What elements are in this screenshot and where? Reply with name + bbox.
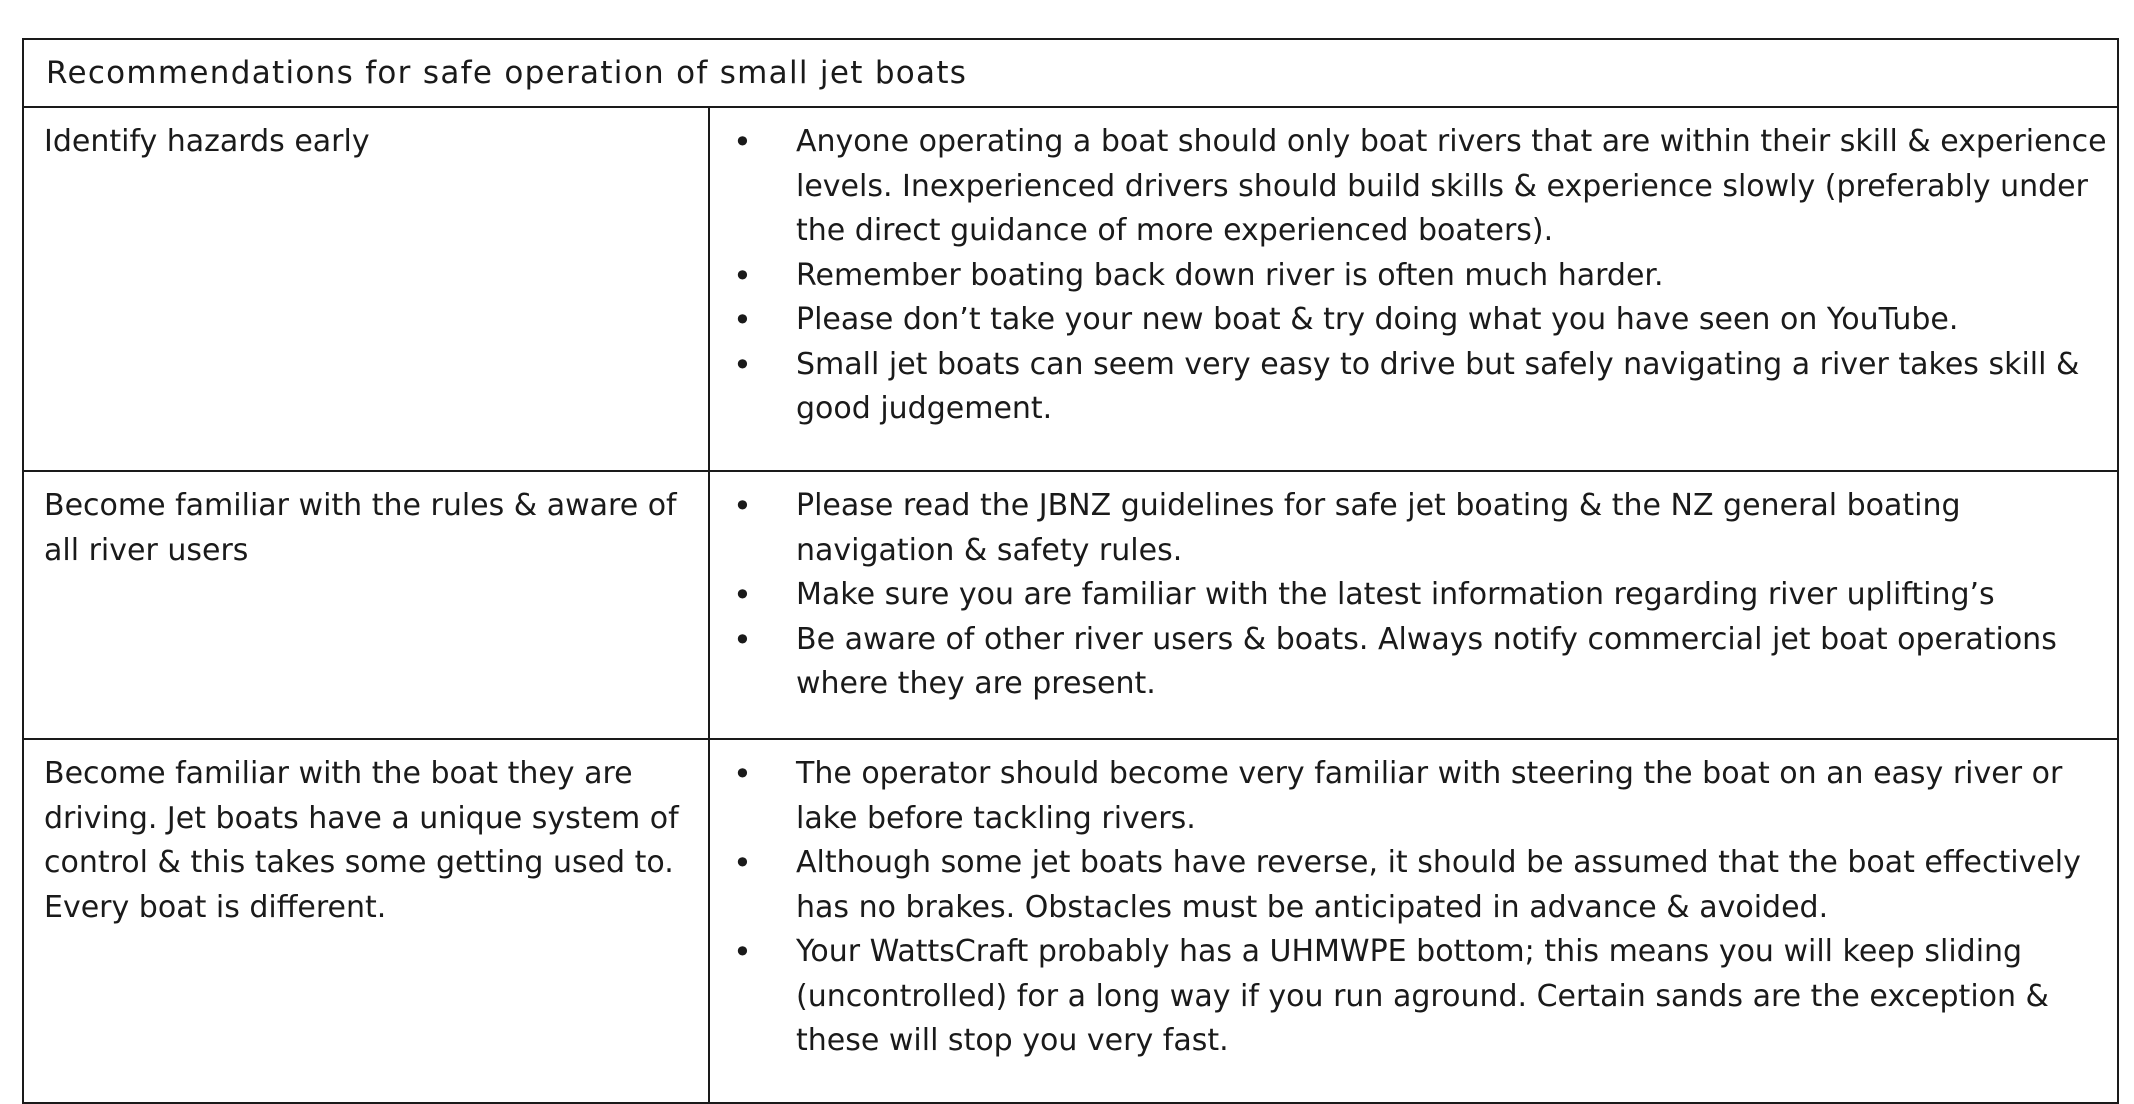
bullet-icon: • [733,576,752,614]
list-item-text: Your WattsCraft probably has a UHMWPE bottom; this means you will keep sliding (uncontrolled) for a long way if you run aground. Certain sands are the exception & these will stop you very fast. [796,934,2049,1058]
list-item [710,752,2107,841]
bullet-list [710,484,2107,707]
bullet-list [710,120,2107,432]
table-row [23,739,2118,1103]
table-title: Recommendations for safe operation of small jet boats [46,55,968,91]
list-item-text: Small jet boats can seem very easy to drive but safely navigating a river takes skill & good judgement. [796,346,2080,426]
list-item [710,343,2107,432]
bullet-icon: • [733,301,752,339]
list-item-text: Although some jet boats have reverse, it should be assumed that the boat effectively has no brakes. Obstacles must be anticipated in advance & avoided. [796,845,2081,925]
bullet-list [710,752,2107,1064]
list-item [710,254,2107,299]
row-bullets [709,739,2118,1103]
row-label: Identify hazards early [23,107,709,471]
bullet-icon: • [733,487,752,525]
bullet-icon: • [733,620,752,659]
list-item [710,484,2107,573]
list-item [710,120,2107,254]
list-item [710,930,2107,1064]
bullet-icon: • [733,755,752,793]
list-item [710,618,2107,707]
bullet-icon: • [733,123,752,161]
list-item [710,841,2107,930]
list-item-text: Please read the JBNZ guidelines for safe jet boating & the NZ general boating navigation & safety rules. [796,488,1961,568]
list-item-text: The operator should become very familiar with steering the boat on an easy river or lake before tackling rivers. [796,756,2063,836]
bullet-icon: • [733,256,752,295]
table-title-row [23,39,2118,107]
list-item-text: Anyone operating a boat should only boat rivers that are within their skill & experience levels. Inexperienced drivers should build skills & experience slowly (preferably under the direct guidance of more experienced boaters). [796,124,2107,248]
bullet-icon: • [733,844,752,882]
recommendations-table [22,38,2119,1104]
row-bullets [709,107,2118,471]
table-title-cell [23,39,2118,107]
table-row [23,107,2118,471]
row-label: Become familiar with the boat they are driving. Jet boats have a unique system of control & this takes some getting used to. Every boat is different. [23,739,709,1103]
list-item-text: Remember boating back down river is often much harder. [796,257,1664,293]
list-item-text: Be aware of other river users & boats. Always notify commercial jet boat operations where they are present. [796,621,2057,701]
list-item [710,298,2107,343]
list-item-text: Please don’t take your new boat & try doing what you have seen on YouTube. [796,302,1959,337]
table-row [23,471,2118,739]
list-item-text: Make sure you are familiar with the latest information regarding river uplifting’s [796,577,1995,612]
row-label: Become familiar with the rules & aware of all river users [23,471,709,739]
list-item [710,573,2107,618]
bullet-icon: • [733,345,752,384]
row-bullets [709,471,2118,739]
bullet-icon: • [733,933,752,971]
